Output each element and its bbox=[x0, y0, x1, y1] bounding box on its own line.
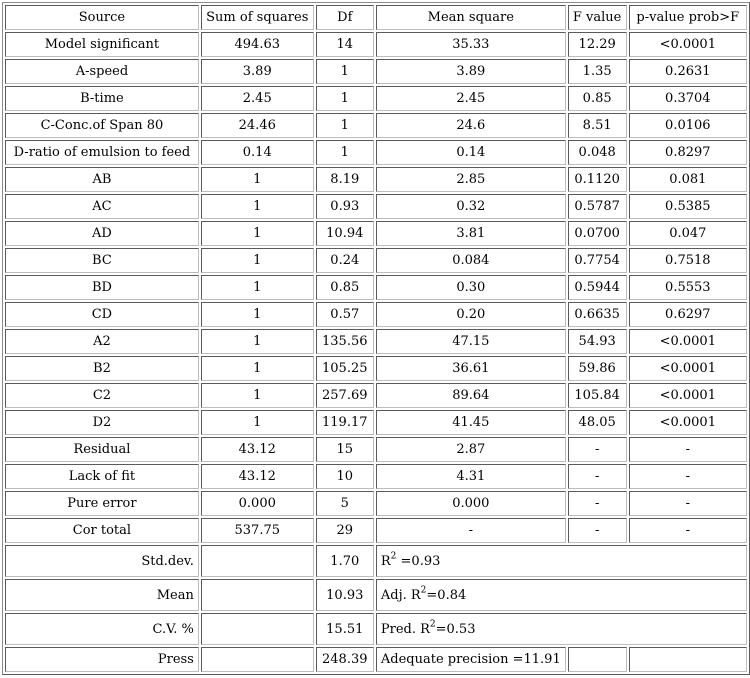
f-cell: 54.93 bbox=[568, 329, 627, 354]
fit-superscript: 2 bbox=[420, 585, 427, 596]
ss-cell: 1 bbox=[201, 329, 314, 354]
ss-cell: 1 bbox=[201, 221, 314, 246]
ss-cell: 1 bbox=[201, 410, 314, 435]
df-cell: 1 bbox=[316, 113, 374, 138]
ms-cell: 0.14 bbox=[376, 140, 566, 165]
ss-cell: 2.45 bbox=[201, 86, 314, 111]
table-row bbox=[5, 221, 747, 246]
table-row bbox=[5, 329, 747, 354]
table-row bbox=[5, 32, 747, 57]
source-cell: B2 bbox=[5, 356, 199, 381]
source-cell: D2 bbox=[5, 410, 199, 435]
df-cell: 10.94 bbox=[316, 221, 374, 246]
df-cell: 1 bbox=[316, 86, 374, 111]
source-cell: A2 bbox=[5, 329, 199, 354]
header-p-value: p-value prob>F bbox=[629, 5, 747, 30]
fit-suffix: =0.53 bbox=[435, 621, 476, 637]
table-row bbox=[5, 383, 747, 408]
ms-cell: 2.87 bbox=[376, 437, 566, 462]
ms-cell: 0.20 bbox=[376, 302, 566, 327]
press-row bbox=[5, 647, 747, 672]
df-cell: 10 bbox=[316, 464, 374, 489]
ms-cell: 2.85 bbox=[376, 167, 566, 192]
stat-label: Mean bbox=[5, 579, 199, 611]
f-cell: 0.5787 bbox=[568, 194, 627, 219]
ss-cell: 1 bbox=[201, 275, 314, 300]
anova-table-container bbox=[2, 2, 750, 675]
header-df: Df bbox=[316, 5, 374, 30]
fit-statistic bbox=[376, 545, 747, 577]
df-cell: 257.69 bbox=[316, 383, 374, 408]
fit-superscript: 2 bbox=[390, 551, 397, 562]
df-cell: 135.56 bbox=[316, 329, 374, 354]
header-sum-of-squares: Sum of squares bbox=[201, 5, 314, 30]
f-cell: 0.7754 bbox=[568, 248, 627, 273]
fit-prefix: Pred. R bbox=[380, 621, 430, 637]
f-cell: 1.35 bbox=[568, 59, 627, 84]
df-cell: 29 bbox=[316, 518, 374, 543]
empty-cell bbox=[201, 613, 314, 645]
p-cell: 0.5553 bbox=[629, 275, 747, 300]
p-cell: - bbox=[629, 491, 747, 516]
source-cell: C-Conc.of Span 80 bbox=[5, 113, 199, 138]
ss-cell: 24.46 bbox=[201, 113, 314, 138]
df-cell: 14 bbox=[316, 32, 374, 57]
ms-cell: 4.31 bbox=[376, 464, 566, 489]
source-cell: CD bbox=[5, 302, 199, 327]
table-row bbox=[5, 356, 747, 381]
table-row bbox=[5, 410, 747, 435]
p-cell: 0.3704 bbox=[629, 86, 747, 111]
f-cell: 12.29 bbox=[568, 32, 627, 57]
ms-cell: 24.6 bbox=[376, 113, 566, 138]
df-cell: 105.25 bbox=[316, 356, 374, 381]
source-cell: BD bbox=[5, 275, 199, 300]
source-cell: B-time bbox=[5, 86, 199, 111]
empty-cell bbox=[201, 579, 314, 611]
ss-cell: 494.63 bbox=[201, 32, 314, 57]
ss-cell: 43.12 bbox=[201, 437, 314, 462]
stat-value: 15.51 bbox=[316, 613, 374, 645]
df-cell: 119.17 bbox=[316, 410, 374, 435]
p-cell: 0.047 bbox=[629, 221, 747, 246]
ss-cell: 43.12 bbox=[201, 464, 314, 489]
f-cell: 0.85 bbox=[568, 86, 627, 111]
ss-cell: 537.75 bbox=[201, 518, 314, 543]
table-row bbox=[5, 59, 747, 84]
df-cell: 1 bbox=[316, 59, 374, 84]
ms-cell: 2.45 bbox=[376, 86, 566, 111]
source-cell: AD bbox=[5, 221, 199, 246]
empty-cell bbox=[568, 647, 627, 672]
source-cell: AC bbox=[5, 194, 199, 219]
press-label: Press bbox=[5, 647, 199, 672]
stats-row bbox=[5, 545, 747, 577]
fit-prefix: Adj. R bbox=[380, 587, 421, 603]
ss-cell: 3.89 bbox=[201, 59, 314, 84]
table-row bbox=[5, 275, 747, 300]
press-value: 248.39 bbox=[316, 647, 374, 672]
p-cell: <0.0001 bbox=[629, 410, 747, 435]
fit-statistic bbox=[376, 613, 747, 645]
p-cell: <0.0001 bbox=[629, 356, 747, 381]
empty-cell bbox=[201, 647, 314, 672]
ms-cell: 0.000 bbox=[376, 491, 566, 516]
fit-superscript: 2 bbox=[429, 619, 436, 630]
source-cell: AB bbox=[5, 167, 199, 192]
df-cell: 0.93 bbox=[316, 194, 374, 219]
p-cell: 0.7518 bbox=[629, 248, 747, 273]
df-cell: 5 bbox=[316, 491, 374, 516]
df-cell: 15 bbox=[316, 437, 374, 462]
empty-cell bbox=[629, 647, 747, 672]
p-cell: 0.8297 bbox=[629, 140, 747, 165]
stats-row bbox=[5, 613, 747, 645]
source-cell: A-speed bbox=[5, 59, 199, 84]
ms-cell: 35.33 bbox=[376, 32, 566, 57]
ss-cell: 0.14 bbox=[201, 140, 314, 165]
p-cell: 0.2631 bbox=[629, 59, 747, 84]
stat-value: 10.93 bbox=[316, 579, 374, 611]
source-cell: Residual bbox=[5, 437, 199, 462]
source-cell: Lack of fit bbox=[5, 464, 199, 489]
f-cell: 48.05 bbox=[568, 410, 627, 435]
f-cell: 0.0700 bbox=[568, 221, 627, 246]
f-cell: 0.6635 bbox=[568, 302, 627, 327]
ms-cell: 47.15 bbox=[376, 329, 566, 354]
header-mean-square: Mean square bbox=[376, 5, 566, 30]
header-f-value: F value bbox=[568, 5, 627, 30]
ms-cell: 0.084 bbox=[376, 248, 566, 273]
df-cell: 0.57 bbox=[316, 302, 374, 327]
fit-suffix: =0.93 bbox=[396, 553, 441, 569]
ss-cell: 1 bbox=[201, 383, 314, 408]
empty-cell bbox=[201, 545, 314, 577]
anova-table bbox=[2, 2, 750, 675]
p-cell: - bbox=[629, 437, 747, 462]
f-cell: 0.5944 bbox=[568, 275, 627, 300]
f-cell: 0.048 bbox=[568, 140, 627, 165]
table-row bbox=[5, 194, 747, 219]
ms-cell: 0.32 bbox=[376, 194, 566, 219]
ms-cell: 0.30 bbox=[376, 275, 566, 300]
fit-prefix: R bbox=[380, 553, 391, 569]
table-row bbox=[5, 248, 747, 273]
source-cell: D-ratio of emulsion to feed bbox=[5, 140, 199, 165]
df-cell: 8.19 bbox=[316, 167, 374, 192]
f-cell: 0.1120 bbox=[568, 167, 627, 192]
df-cell: 0.24 bbox=[316, 248, 374, 273]
df-cell: 0.85 bbox=[316, 275, 374, 300]
p-cell: - bbox=[629, 464, 747, 489]
fit-suffix: =0.84 bbox=[426, 587, 467, 603]
source-cell: Cor total bbox=[5, 518, 199, 543]
p-cell: <0.0001 bbox=[629, 329, 747, 354]
adequate-precision: Adequate precision =11.91 bbox=[376, 647, 566, 672]
stat-value: 1.70 bbox=[316, 545, 374, 577]
table-row bbox=[5, 518, 747, 543]
stat-label: C.V. % bbox=[5, 613, 199, 645]
ms-cell: 3.81 bbox=[376, 221, 566, 246]
stats-row bbox=[5, 579, 747, 611]
fit-statistic bbox=[376, 579, 747, 611]
f-cell: 105.84 bbox=[568, 383, 627, 408]
p-cell: <0.0001 bbox=[629, 383, 747, 408]
ss-cell: 1 bbox=[201, 356, 314, 381]
ms-cell: - bbox=[376, 518, 566, 543]
source-cell: BC bbox=[5, 248, 199, 273]
source-cell: C2 bbox=[5, 383, 199, 408]
table-row bbox=[5, 464, 747, 489]
table-row bbox=[5, 86, 747, 111]
table-row bbox=[5, 437, 747, 462]
f-cell: - bbox=[568, 464, 627, 489]
ms-cell: 36.61 bbox=[376, 356, 566, 381]
df-cell: 1 bbox=[316, 140, 374, 165]
table-row bbox=[5, 491, 747, 516]
source-cell: Model significant bbox=[5, 32, 199, 57]
f-cell: - bbox=[568, 437, 627, 462]
stat-label: Std.dev. bbox=[5, 545, 199, 577]
table-row bbox=[5, 302, 747, 327]
p-cell: 0.6297 bbox=[629, 302, 747, 327]
f-cell: - bbox=[568, 518, 627, 543]
ss-cell: 1 bbox=[201, 302, 314, 327]
p-cell: - bbox=[629, 518, 747, 543]
header-row bbox=[5, 5, 747, 30]
f-cell: 59.86 bbox=[568, 356, 627, 381]
p-cell: 0.5385 bbox=[629, 194, 747, 219]
ss-cell: 1 bbox=[201, 167, 314, 192]
ms-cell: 89.64 bbox=[376, 383, 566, 408]
header-source: Source bbox=[5, 5, 199, 30]
f-cell: 8.51 bbox=[568, 113, 627, 138]
f-cell: - bbox=[568, 491, 627, 516]
ss-cell: 0.000 bbox=[201, 491, 314, 516]
ss-cell: 1 bbox=[201, 194, 314, 219]
p-cell: <0.0001 bbox=[629, 32, 747, 57]
table-row bbox=[5, 167, 747, 192]
p-cell: 0.081 bbox=[629, 167, 747, 192]
ss-cell: 1 bbox=[201, 248, 314, 273]
p-cell: 0.0106 bbox=[629, 113, 747, 138]
table-row bbox=[5, 113, 747, 138]
ms-cell: 41.45 bbox=[376, 410, 566, 435]
source-cell: Pure error bbox=[5, 491, 199, 516]
table-row bbox=[5, 140, 747, 165]
ms-cell: 3.89 bbox=[376, 59, 566, 84]
